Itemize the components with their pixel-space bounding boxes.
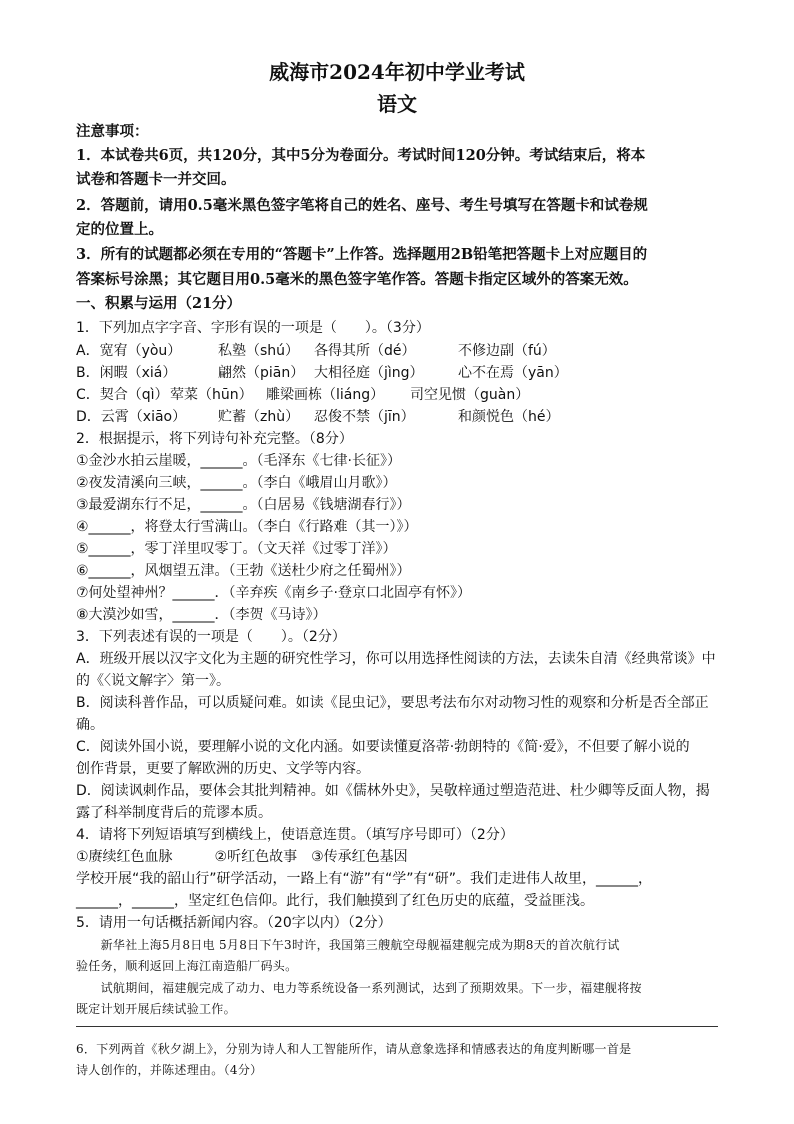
q3-line: 的《〈说文解字〉第一》。 xyxy=(76,673,230,689)
question-6-stem: 诗人创作的，并陈述理由。（4分） xyxy=(76,1063,263,1077)
divider xyxy=(76,1026,718,1027)
notice-line: 答案标号涂黑；其它题目用0.5毫米的黑色签字笔作答。答题卡指定区域外的答案无效。 xyxy=(76,271,638,288)
notice-heading: 注意事项： xyxy=(76,123,149,140)
q4-line: 学校开展“我的韶山行”研学活动，一路上有“游”有“学”有“研”。我们走进伟人故里，______， xyxy=(76,871,653,887)
question-5-stem: 5．请用一句话概括新闻内容。（20字以内）（2分） xyxy=(76,915,392,931)
q1-option-c-4: 司空见惯（guàn） xyxy=(410,387,530,403)
notice-line: 1．本试卷共6页，共120分，其中5分为卷面分。考试时间120分钟。考试结束后，将本 xyxy=(76,147,646,164)
exam-subject: 语文 xyxy=(377,92,417,116)
question-6-stem: 6．下列两首《秋夕湖上》，分别为诗人和人工智能所作，请从意象选择和情感表达的角度判断哪一首是 xyxy=(76,1042,632,1056)
q1-option-d-2: 贮蓄（zhù） xyxy=(218,409,300,425)
question-4-stem: 4．请将下列短语填写到横线上，使语意连贯。（填写序号即可）（2分） xyxy=(76,827,514,843)
q2-line: ④______，将登太行雪满山。（李白《行路难（其一）》） xyxy=(76,519,418,535)
notice-line: 定的位置上。 xyxy=(76,221,163,238)
q4-line: ______，______，坚定红色信仰。此行，我们触摸到了红色历史的底蕴，受益匪浅。 xyxy=(76,893,594,909)
q1-option-c-2: 荤菜（hūn） xyxy=(170,387,253,403)
q3-line: B．阅读科普作品，可以质疑问难。如读《昆虫记》，要思考法布尔对动物习性的观察和分析是否全部正 xyxy=(76,695,709,711)
q3-line: A．班级开展以汉字文化为主题的研究性学习，你可以用选择性阅读的方法，去读朱自清《经典常谈》中 xyxy=(76,651,716,667)
q2-line: ⑤______，零丁洋里叹零丁。（文天祥《过零丁洋》） xyxy=(76,541,397,557)
q1-option-a-1: A．宽宥（yòu） xyxy=(76,343,182,359)
q3-line: 确。 xyxy=(76,717,104,733)
q1-option-d-1: D．云霄（xiāo） xyxy=(76,409,187,425)
q1-option-b-1: B．闲暇（xiá） xyxy=(76,365,177,381)
news-line: 既定计划开展后续试验工作。 xyxy=(76,1002,236,1016)
q3-line: 创作背景，更要了解欧洲的历史、文学等内容。 xyxy=(76,761,370,777)
q1-option-d-3: 忍俊不禁（jīn） xyxy=(314,409,415,425)
q2-line: ⑦何处望神州？______．（辛弃疾《南乡子·登京口北固亭有怀》） xyxy=(76,585,471,601)
q3-line: C．阅读外国小说，要理解小说的文化内涵。如要读懂夏洛蒂·勃朗特的《简·爱》，不但要了解小说的 xyxy=(76,739,690,755)
question-2-stem: 2．根据提示，将下列诗句补充完整。（8分） xyxy=(76,431,353,447)
notice-line: 3．所有的试题都必须在专用的“答题卡”上作答。选择题用2B铅笔把答题卡上对应题目的 xyxy=(76,246,648,263)
q2-line: ①金沙水拍云崖暖，______。（毛泽东《七律·长征》） xyxy=(76,453,401,469)
q1-option-a-4: 不修边副（fú） xyxy=(458,343,556,359)
q3-line: D．阅读讽刺作品，要体会其批判精神。如《儒林外史》，吴敬梓通过塑造范进、杜少卿等反面人物，揭 xyxy=(76,783,710,799)
notice-line: 2．答题前，请用0.5毫米黑色签字笔将自己的姓名、座号、考生号填写在答题卡和试卷规 xyxy=(76,197,648,214)
question-1-stem: 1．下列加点字字音、字形有误的一项是（ ）。（3分） xyxy=(76,320,430,336)
section-heading: 一、积累与运用（21分） xyxy=(76,295,242,312)
q3-line: 露了科举制度背后的荒谬本质。 xyxy=(76,805,272,821)
q1-option-b-3: 大相径庭（jìng） xyxy=(314,365,424,381)
q1-option-b-4: 心不在焉（yān） xyxy=(458,365,568,381)
exam-title: 威海市2024年初中学业考试 xyxy=(269,60,525,84)
news-line: 新华社上海5月8日电 5月8日下午3时许，我国第三艘航空母舰福建舰完成为期8天的首次航行试 xyxy=(76,938,620,952)
q1-option-c-1: C．契合（qì） xyxy=(76,387,169,403)
news-line: 试航期间，福建舰完成了动力、电力等系统设备一系列测试，达到了预期效果。下一步，福建舰将按 xyxy=(76,981,642,995)
q2-line: ③最爱湖东行不足，______。（白居易《钱塘湖春行》） xyxy=(76,497,411,513)
q2-line: ②夜发清溪向三峡，______。（李白《峨眉山月歌》） xyxy=(76,475,397,491)
q1-option-c-3: 雕梁画栋（liáng） xyxy=(266,387,385,403)
notice-line: 试卷和答题卡一并交回。 xyxy=(76,171,236,188)
q1-option-a-3: 各得其所（dé） xyxy=(314,343,416,359)
news-line: 验任务，顺利返回上海江南造船厂码头。 xyxy=(76,959,298,973)
q1-option-a-2: 私塾（shú） xyxy=(218,343,300,359)
q2-line: ⑧大漠沙如雪，______．（李贺《马诗》） xyxy=(76,607,327,623)
q1-option-d-4: 和颜悦色（hé） xyxy=(458,409,560,425)
q4-line: ①赓续红色血脉 ②听红色故事 ③传承红色基因 xyxy=(76,849,408,865)
question-3-stem: 3．下列表述有误的一项是（ ）。（2分） xyxy=(76,629,346,645)
q1-option-b-2: 翩然（piān） xyxy=(218,365,305,381)
q2-line: ⑥______，风烟望五津。（王勃《送杜少府之任蜀州》） xyxy=(76,563,411,579)
